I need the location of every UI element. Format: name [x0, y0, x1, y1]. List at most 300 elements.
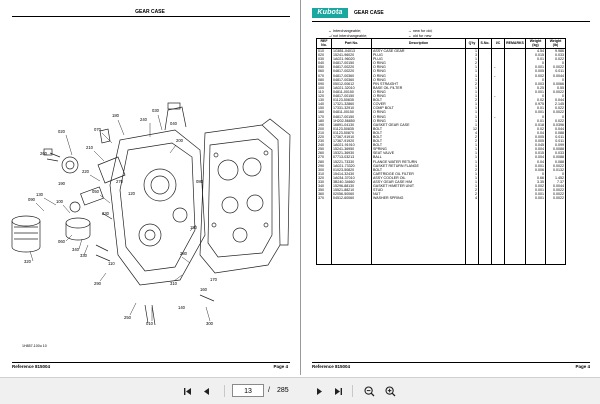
empty-cell	[526, 200, 546, 265]
cell-part-no: 1H202-56850	[332, 119, 372, 123]
cell-description: O RING	[372, 61, 466, 65]
cell-ic: ←	[492, 65, 505, 69]
callout-label: 010	[146, 321, 153, 326]
cell-weight-kg: 0	[526, 94, 546, 98]
cell-weight-kg: 0.001	[526, 164, 546, 168]
callout-label: 070	[94, 127, 101, 132]
cell-weight-kg: 0.04	[526, 160, 546, 164]
cell-weight-lb: 0.0396	[546, 123, 566, 127]
cell-qty: 1	[466, 110, 479, 114]
cell-description: BOLT	[372, 135, 466, 139]
cell-weight-kg: 0.004	[526, 155, 546, 159]
cell-description: SEAT VALVE	[372, 151, 466, 155]
cell-part-no: 04817-00360	[332, 74, 372, 78]
cell-weight-lb: 0.0088	[546, 155, 566, 159]
cell-description: GASKET RETURN FLANGE	[372, 164, 466, 168]
cell-weight-lb: 0.033	[546, 151, 566, 155]
table-header-row	[317, 39, 566, 49]
cell-description: SPRING	[372, 147, 466, 151]
cell-weight-kg: 0.001	[526, 110, 546, 114]
callout-label: 230	[102, 211, 109, 216]
cell-ref: 350	[317, 188, 332, 192]
cell-part-no: 3B240-34660	[332, 180, 372, 184]
cell-part-no: 01123-50835	[332, 98, 372, 102]
cell-description: CARTRIDGE OIL FILTER	[372, 172, 466, 176]
cell-ref: 130	[317, 98, 332, 102]
cell-qty: 1	[466, 78, 479, 82]
cell-weight-lb: 0.011	[546, 139, 566, 143]
cell-ref: 020	[317, 53, 332, 57]
previous-page-icon	[202, 387, 211, 396]
col-qty: Q'ty	[466, 39, 479, 49]
cell-part-no: 15414-32430	[332, 172, 372, 176]
cell-qty: 2	[466, 135, 479, 139]
legend-new-for-old: → new for old;	[408, 29, 433, 33]
callout-label: 080	[196, 179, 203, 184]
cell-part-no: 15321-36930	[332, 151, 372, 155]
callout-label: 190	[58, 181, 65, 186]
cell-description: O RING	[372, 65, 466, 69]
cell-weight-kg: 0	[526, 115, 546, 119]
callout-label: 270	[116, 179, 123, 184]
cell-ref: 110	[317, 90, 332, 94]
cell-weight-kg: 0.66	[526, 176, 546, 180]
cell-description: GASKET H/METER UNIT	[372, 184, 466, 188]
cell-ref: 290	[317, 164, 332, 168]
cell-weight-lb: 0.022	[546, 106, 566, 110]
cell-weight-lb: 0.0088	[546, 147, 566, 151]
cell-ref: 080	[317, 78, 332, 82]
cell-ic: ←	[492, 74, 505, 78]
cell-description: NUT	[372, 192, 466, 196]
cell-ic: ←	[492, 94, 505, 98]
cell-ref: 230	[317, 139, 332, 143]
cell-part-no: 1A021-73320	[332, 164, 372, 168]
col-weight-lb: Weight (lb)	[546, 39, 566, 49]
cell-weight-kg: 0.02	[526, 98, 546, 102]
callout-label: 290	[94, 281, 101, 286]
cell-ref: 170	[317, 115, 332, 119]
zoom-out-button[interactable]	[362, 385, 376, 397]
empty-cell	[332, 200, 372, 265]
cell-description: BOLT	[372, 127, 466, 131]
viewer-toolbar	[0, 377, 600, 404]
cell-qty: 1	[466, 123, 479, 127]
cell-weight-kg: 0.001	[526, 188, 546, 192]
cell-part-no: 01023-50820	[332, 168, 372, 172]
col-serial: S.No.	[479, 39, 492, 49]
cell-weight-kg: 0.003	[526, 82, 546, 86]
cell-qty: 4	[466, 196, 479, 200]
col-part-no: Part No.	[332, 39, 372, 49]
callout-label: 300	[206, 321, 213, 326]
cell-weight-lb: 0.088	[546, 131, 566, 135]
cell-qty: 1	[466, 74, 479, 78]
cell-ref: 200	[317, 127, 332, 131]
cell-weight-lb: 7.37	[546, 180, 566, 184]
cell-part-no: 04817-00150	[332, 115, 372, 119]
cell-part-no: 05012-00612	[332, 82, 372, 86]
table-empty-area	[317, 200, 566, 265]
cell-weight-kg: 0.002	[526, 184, 546, 188]
cell-qty: 1	[466, 90, 479, 94]
cell-qty: 1	[466, 164, 479, 168]
cell-ref: 050	[317, 65, 332, 69]
callout-label: 260	[40, 151, 47, 156]
cell-part-no: 17331-32910	[332, 106, 372, 110]
cell-qty: 1	[466, 106, 479, 110]
cell-ref: 180	[317, 119, 332, 123]
callout-label: 140	[178, 305, 185, 310]
left-footer-reference: Reference 815004	[12, 364, 51, 369]
callout-label: 240	[140, 117, 147, 122]
cell-description: FLANGE WATER RETURN	[372, 160, 466, 164]
cell-part-no: 01123-50835	[332, 127, 372, 131]
cell-weight-lb: 0	[546, 78, 566, 82]
cell-weight-kg: 0.02	[526, 127, 546, 131]
cell-description: O RING	[372, 119, 466, 123]
cell-description: BASE OIL FILTER	[372, 86, 466, 90]
cell-part-no: 15521-88210	[332, 188, 372, 192]
cell-weight-lb: 0.0022	[546, 188, 566, 192]
cell-weight-lb: 0.0066	[546, 82, 566, 86]
cell-weight-kg: 0.004	[526, 147, 546, 151]
callout-label: 110	[108, 261, 115, 266]
first-page-button[interactable]	[181, 385, 193, 397]
cell-weight-lb: 0.044	[546, 98, 566, 102]
cell-qty: 1	[466, 151, 479, 155]
oil-filter-drawing	[12, 216, 40, 252]
engine-block-drawing	[200, 119, 290, 273]
cell-weight-lb: 0	[546, 115, 566, 119]
cell-part-no: 04817-00150	[332, 94, 372, 98]
callout-label: 210	[86, 145, 93, 150]
cell-ref: 120	[317, 94, 332, 98]
next-page-button[interactable]	[313, 385, 325, 397]
cell-qty: 1	[466, 172, 479, 176]
cell-weight-kg: 0.25	[526, 86, 546, 90]
right-page	[301, 0, 600, 375]
cell-weight-lb: 0.0022	[546, 164, 566, 168]
cell-weight-kg: 0.006	[526, 168, 546, 172]
cell-weight-kg: 0.01	[526, 106, 546, 110]
cell-description: BOLT	[372, 139, 466, 143]
cell-weight-kg: 4.54	[526, 49, 546, 54]
callout-label: 310	[170, 281, 177, 286]
cell-part-no: 16891-04130	[332, 123, 372, 127]
cell-ref: 260	[317, 151, 332, 155]
cell-description: PLUG	[372, 53, 466, 57]
col-remarks: REMARKS	[505, 39, 526, 49]
cell-weight-kg: 0	[526, 78, 546, 82]
callout-label: 060	[58, 239, 65, 244]
cell-ref: 070	[317, 74, 332, 78]
cell-weight-kg: 0.001	[526, 196, 546, 200]
cell-weight-kg: 3.35	[526, 180, 546, 184]
cell-weight-kg: 0.005	[526, 69, 546, 73]
cell-ref: 060	[317, 69, 332, 73]
callout-label: 050	[92, 189, 99, 194]
cell-qty: 1	[466, 184, 479, 188]
cell-part-no: 04811-00150	[332, 110, 372, 114]
cell-qty: 2	[466, 168, 479, 172]
callout-label: 340	[72, 247, 79, 252]
cell-part-no: 15221-73330	[332, 160, 372, 164]
cell-description: WASHER SPRING	[372, 196, 466, 200]
cell-weight-kg: 0.005	[526, 139, 546, 143]
empty-cell	[317, 200, 332, 265]
cell-ref: 090	[317, 82, 332, 86]
cell-part-no: 04817-00360	[332, 78, 372, 82]
cell-weight-kg: 0.04	[526, 131, 546, 135]
cell-ref: 100	[317, 86, 332, 90]
total-pages: 285	[277, 387, 289, 394]
cell-weight-lb: 0.0044	[546, 184, 566, 188]
last-page-icon	[334, 387, 343, 396]
cell-description: COVER	[372, 102, 466, 106]
cell-description: BOLT	[372, 168, 466, 172]
cell-ref: 280	[317, 160, 332, 164]
cell-weight-lb: 0.0022	[546, 196, 566, 200]
empty-cell	[479, 200, 492, 265]
callout-label: 180	[112, 113, 119, 118]
callout-label: 150	[190, 225, 197, 230]
cell-weight-lb: 0.0022	[546, 90, 566, 94]
cell-part-no: 15296-88130	[332, 184, 372, 188]
cell-weight-lb: 0	[546, 61, 566, 65]
empty-cell	[505, 200, 526, 265]
zoom-in-button[interactable]	[383, 385, 397, 397]
cell-weight-lb: 2.145	[546, 102, 566, 106]
cell-ref: 270	[317, 155, 332, 159]
right-footer-page: Page 4	[575, 364, 590, 369]
cell-qty: 1	[466, 119, 479, 123]
callout-label: 200	[176, 138, 183, 143]
callout-label: 040	[170, 121, 177, 126]
cell-ref: 330	[317, 180, 332, 184]
next-page-icon	[315, 387, 324, 396]
cell-weight-kg: 0.001	[526, 90, 546, 94]
cell-description: PIN STRAIGHT	[372, 82, 466, 86]
cell-ic: ←	[492, 115, 505, 119]
toolbar-separator	[352, 385, 353, 397]
cell-qty: 2	[466, 192, 479, 196]
cell-weight-kg: 0	[526, 61, 546, 65]
first-page-icon	[183, 387, 192, 396]
empty-cell	[466, 200, 479, 265]
cell-qty: 12	[466, 127, 479, 131]
cell-qty: 1	[466, 176, 479, 180]
legend-old-for-new: ← old for new	[408, 33, 432, 38]
footer-rule	[312, 362, 590, 363]
callout-label: 320	[24, 259, 31, 264]
cell-description: O RING	[372, 69, 466, 73]
page-title: GEAR CASE	[135, 9, 165, 15]
gear-case-drawing	[110, 103, 205, 285]
cell-qty: 2	[466, 188, 479, 192]
empty-cell	[546, 200, 566, 265]
kubota-logo: Kubota	[312, 8, 348, 18]
cell-qty: 1	[466, 94, 479, 98]
cell-ref: 010	[317, 49, 332, 54]
footer-rule	[12, 362, 290, 363]
cell-weight-lb: 0.0022	[546, 192, 566, 196]
cell-weight-lb: 0.0132	[546, 168, 566, 172]
cell-part-no: 07713-03213	[332, 155, 372, 159]
toolbar-separator	[224, 385, 225, 397]
cell-part-no: 15241-96020	[332, 53, 372, 57]
cell-description: O RING	[372, 94, 466, 98]
cell-weight-kg: 0.975	[526, 102, 546, 106]
cell-weight-lb: 0.044	[546, 127, 566, 131]
cell-ref: 210	[317, 131, 332, 135]
cell-ref: 150	[317, 106, 332, 110]
cell-qty: 1	[466, 57, 479, 61]
col-weight-kg: Weight (kg)	[526, 39, 546, 49]
cell-ref: 340	[317, 184, 332, 188]
cell-weight-lb: 0.011	[546, 69, 566, 73]
cell-qty: 1	[466, 160, 479, 164]
cell-part-no: 04817-00150	[332, 61, 372, 65]
cell-part-no: 17321-32860	[332, 102, 372, 106]
callout-label: 220	[82, 169, 89, 174]
cell-ref: 360	[317, 192, 332, 196]
cell-description: O RING	[372, 110, 466, 114]
cell-weight-lb: 0.033	[546, 53, 566, 57]
cell-weight-lb: 0	[546, 94, 566, 98]
cell-qty: 4	[466, 131, 479, 135]
cell-description: ASSY CASE GEAR	[372, 49, 466, 54]
oil-cooler-drawing	[66, 187, 103, 240]
cell-part-no: 1A021-32010	[332, 86, 372, 90]
page-number-input[interactable]: 13	[232, 384, 264, 397]
cell-ref: 370	[317, 196, 332, 200]
cell-weight-lb: 0.0022	[546, 65, 566, 69]
cell-qty: 1	[466, 115, 479, 119]
cell-description: O RING	[372, 90, 466, 94]
cell-part-no: 17367-91920	[332, 139, 372, 143]
previous-page-button[interactable]	[200, 385, 212, 397]
cell-description: COMP BOLT	[372, 106, 466, 110]
cell-qty: 3	[466, 53, 479, 57]
cell-part-no: 04817-00220	[332, 65, 372, 69]
col-ic: I/C	[492, 39, 505, 49]
callout-label: 330	[80, 253, 87, 258]
cell-weight-lb: 0.099	[546, 143, 566, 147]
cell-description: O RING	[372, 115, 466, 119]
cell-qty: 1	[466, 180, 479, 184]
cell-weight-lb: 0.55	[546, 86, 566, 90]
callout-label: 250	[124, 315, 131, 320]
cell-ref: 310	[317, 172, 332, 176]
flange-drawing	[44, 149, 78, 173]
callout-label: 170	[210, 277, 217, 282]
leader-lines	[30, 115, 210, 321]
callout-label: 120	[128, 191, 135, 196]
cell-ref: 190	[317, 123, 332, 127]
legend-not-interchangeable: ↛ not interchangeable;	[328, 33, 368, 38]
cell-ref: 240	[317, 143, 332, 147]
cell-description: BALL	[372, 155, 466, 159]
cell-weight-lb: 0.022	[546, 119, 566, 123]
zoom-out-icon	[364, 386, 375, 397]
cell-part-no: 15241-36950	[332, 147, 372, 151]
col-ref: REF No.	[317, 39, 332, 49]
page-separator: /	[268, 387, 270, 394]
cell-weight-kg: 0.001	[526, 65, 546, 69]
cell-qty: 1	[466, 49, 479, 54]
header-rule	[312, 21, 590, 22]
cell-ref: 040	[317, 61, 332, 65]
cell-description: GASKET GEAR CASE	[372, 123, 466, 127]
zoom-in-icon	[385, 386, 396, 397]
cell-description: BOLT	[372, 143, 466, 147]
cell-weight-lb: 0.0022	[546, 110, 566, 114]
callout-label: 020	[58, 129, 65, 134]
parts-list-title: GEAR CASE	[354, 10, 384, 16]
cell-qty: 1	[466, 86, 479, 90]
cell-weight-lb: 0.011	[546, 135, 566, 139]
cell-weight-kg: 0.01	[526, 119, 546, 123]
empty-cell	[492, 200, 505, 265]
legend-interchangeable: ↔ Interchangeable;	[328, 29, 362, 33]
cell-weight-kg: 0.018	[526, 123, 546, 127]
cell-qty: 2	[466, 98, 479, 102]
cell-weight-lb: 0.088	[546, 160, 566, 164]
cell-ref: 140	[317, 102, 332, 106]
cell-part-no: 1A034-37010	[332, 176, 372, 180]
cell-qty: 2	[466, 61, 479, 65]
callout-label: 130	[36, 192, 43, 197]
cell-weight-lb: 1.452	[546, 176, 566, 180]
cell-qty: 2	[466, 139, 479, 143]
cell-description: STUD	[372, 188, 466, 192]
cell-ref: 300	[317, 168, 332, 172]
cell-weight-lb: 0.022	[546, 57, 566, 61]
cell-weight-kg: 0.015	[526, 151, 546, 155]
diagram-code: 1H857-100u 10	[22, 344, 47, 348]
col-description: Description	[372, 39, 466, 49]
cell-qty: 1	[466, 143, 479, 147]
callout-label: 160	[200, 287, 207, 292]
cell-qty: 1	[466, 102, 479, 106]
left-page	[0, 0, 301, 375]
cell-part-no: 02056-50060	[332, 192, 372, 196]
cell-weight-lb: 0	[546, 172, 566, 176]
cell-description: O RING	[372, 78, 466, 82]
cell-weight-kg: 0.01	[526, 57, 546, 61]
callout-label: 100	[56, 199, 63, 204]
cell-ref: 320	[317, 176, 332, 180]
cell-weight-kg: 0.045	[526, 143, 546, 147]
left-footer-page: Page 4	[273, 364, 288, 369]
last-page-button[interactable]	[332, 385, 344, 397]
cell-ref: 160	[317, 110, 332, 114]
cell-weight-kg: 0.001	[526, 192, 546, 196]
cell-weight-lb: 0.0044	[546, 74, 566, 78]
cell-part-no: 04512-60060	[332, 196, 372, 200]
cell-description: ASSY COOLER OIL	[372, 176, 466, 180]
cell-weight-kg: 0.015	[526, 53, 546, 57]
cell-qty: 1	[466, 155, 479, 159]
cell-part-no: 17367-91910	[332, 135, 372, 139]
cell-weight-kg: 0	[526, 172, 546, 176]
cell-description: PLUG	[372, 57, 466, 61]
cell-ref: 220	[317, 135, 332, 139]
cell-part-no: 1A021-91910	[332, 143, 372, 147]
cell-part-no: 1G851-04013	[332, 49, 372, 54]
right-footer-reference: Reference 815004	[312, 364, 351, 369]
